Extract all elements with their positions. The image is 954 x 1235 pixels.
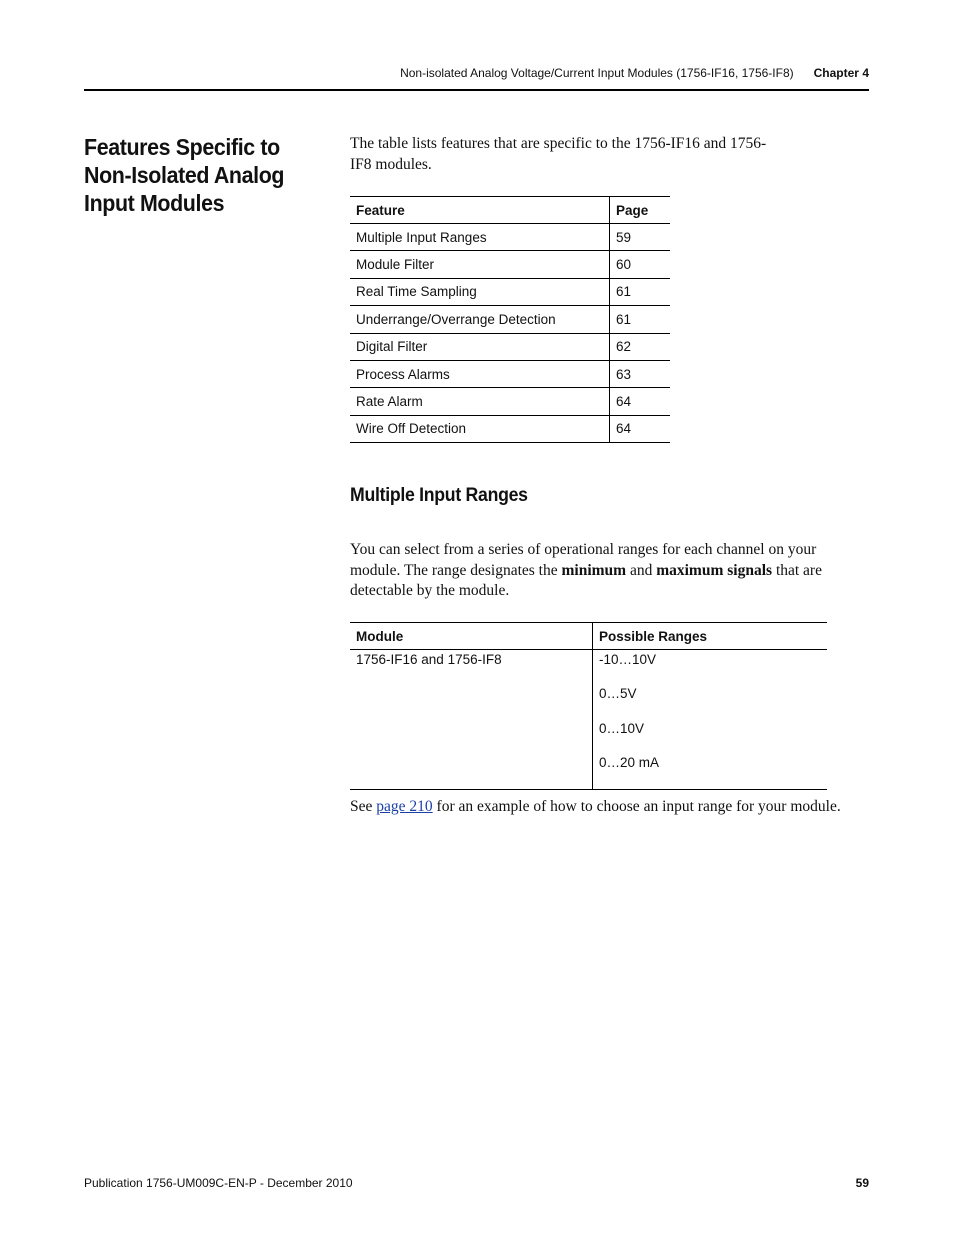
feature-cell: Real Time Sampling <box>350 278 610 305</box>
table-row <box>350 251 670 278</box>
ranges-text-b: and <box>626 561 657 579</box>
page-210-link[interactable]: page 210 <box>376 798 433 815</box>
table-row <box>350 306 670 333</box>
section-heading: Features Specific to Non-Isolated Analog Input Modules <box>84 134 285 216</box>
table-row <box>350 650 827 790</box>
range-item: -10…10V <box>599 652 657 667</box>
page-cell: 63 <box>610 360 671 387</box>
chapter-label: Chapter 4 <box>813 66 869 80</box>
table-row <box>350 388 670 415</box>
page-cell: 61 <box>610 306 671 333</box>
ranges-text-a: You can select from a series of operational ranges for each channel on your module. The range designates the <box>350 541 817 579</box>
column-header-possible-ranges: Possible Ranges <box>593 623 828 650</box>
ranges-cell <box>593 650 828 790</box>
page-cell: 59 <box>610 224 671 251</box>
page-cell: 64 <box>610 415 671 442</box>
page-cell: 62 <box>610 333 671 360</box>
minimum-emphasis: minimum <box>561 561 627 579</box>
running-title: Non-isolated Analog Voltage/Current Input Modules (1756-IF16, 1756-IF8) <box>400 66 794 80</box>
column-header-feature: Feature <box>350 197 610 224</box>
range-item: 0…5V <box>599 686 637 702</box>
range-item: 0…10V <box>599 720 645 736</box>
page-number: 59 <box>855 1176 869 1190</box>
see-prefix: See <box>350 798 377 815</box>
column-header-module: Module <box>350 623 593 650</box>
page-cell: 60 <box>610 251 671 278</box>
table-header-row <box>350 197 670 224</box>
module-cell: 1756-IF16 and 1756-IF8 <box>350 650 593 790</box>
feature-cell: Rate Alarm <box>350 388 610 415</box>
feature-cell: Wire Off Detection <box>350 415 610 442</box>
range-item: 0…20 mA <box>599 754 660 770</box>
table-row <box>350 360 670 387</box>
feature-cell: Module Filter <box>350 251 610 278</box>
see-also-paragraph <box>350 797 890 818</box>
table-row <box>350 415 670 442</box>
maximum-signals-emphasis: maximum signals <box>656 561 773 579</box>
ranges-table <box>350 622 827 790</box>
feature-cell: Process Alarms <box>350 360 610 387</box>
ranges-paragraph <box>350 540 870 602</box>
feature-cell: Digital Filter <box>350 333 610 360</box>
feature-cell: Multiple Input Ranges <box>350 224 610 251</box>
features-table <box>350 196 670 443</box>
table-header-row <box>350 623 827 650</box>
see-suffix: for an example of how to choose an input range for your module. <box>432 798 841 815</box>
table-row <box>350 333 670 360</box>
subsection-heading: Multiple Input Ranges <box>350 485 528 506</box>
publication-footer: Publication 1756-UM009C-EN-P - December 2010 <box>84 1176 353 1190</box>
column-header-page: Page <box>610 197 671 224</box>
intro-paragraph: The table lists features that are specific to the 1756-IF16 and 1756-IF8 modules. <box>350 135 767 173</box>
page-cell: 64 <box>610 388 671 415</box>
page-cell: 61 <box>610 278 671 305</box>
table-row <box>350 224 670 251</box>
ranges-text-c: that are detectable by the module. <box>350 561 822 599</box>
running-header <box>84 66 869 80</box>
feature-cell: Underrange/Overrange Detection <box>350 306 610 333</box>
header-rule <box>84 89 869 91</box>
table-row <box>350 278 670 305</box>
